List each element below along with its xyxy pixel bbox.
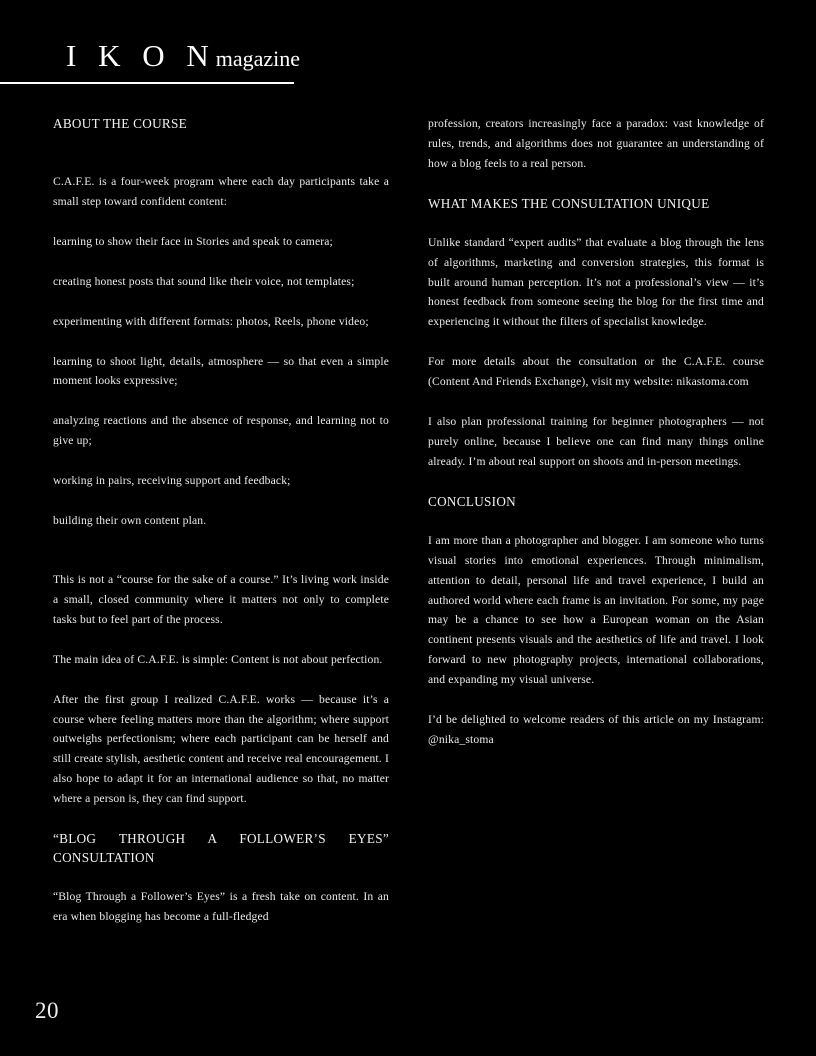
spacer bbox=[53, 391, 389, 411]
spacer bbox=[53, 670, 389, 690]
masthead bbox=[0, 38, 301, 84]
left-column bbox=[53, 114, 389, 927]
paragraph-point-3: experimenting with different formats: photos, Reels, phone video; bbox=[53, 314, 369, 328]
spacer bbox=[53, 491, 389, 511]
paragraph-point-1: learning to show their face in Stories and speak to camera; bbox=[53, 234, 333, 248]
heading-conclusion: CONCLUSION bbox=[428, 493, 516, 509]
paragraph-after-first-group: After the first group I realized C.A.F.E. works — because it’s a course where feeling matters more than the algorithm; where support outweighs perfectionism; where each participant can be herself and still create stylish, aesthetic content and receive real encouragement. I also hope to adapt it for an international audience so that, no matter where a person is, they can find support. bbox=[53, 692, 389, 806]
right-column bbox=[428, 114, 764, 927]
spacer bbox=[428, 511, 764, 531]
paragraph-point-2: creating honest posts that sound like their voice, not templates; bbox=[53, 274, 355, 288]
heading-what-makes-unique: WHAT MAKES THE CONSULTATION UNIQUE bbox=[428, 195, 710, 211]
spacer bbox=[53, 292, 389, 312]
paragraph-unlike-audits: Unlike standard “expert audits” that evaluate a blog through the lens of algorithms, marketing and conversion strategies, this format is built around human perception. It’s not a professional’s view — it’s honest feedback from someone seeing the blog for the first time and experiencing it without the filters of specialist knowledge. bbox=[428, 235, 764, 329]
spacer bbox=[53, 252, 389, 272]
spacer bbox=[53, 809, 389, 829]
spacer bbox=[53, 212, 389, 232]
spacer bbox=[53, 332, 389, 352]
paragraph-point-4: learning to shoot light, details, atmosphere — so that even a simple moment looks expressive; bbox=[53, 354, 389, 388]
paragraph-intro: C.A.F.E. is a four-week program where each day participants take a small step toward confident content: bbox=[53, 175, 389, 208]
spacer bbox=[428, 213, 764, 233]
paragraph-paradox: profession, creators increasingly face a paradox: vast knowledge of rules, trends, and algorithms does not guarantee an understanding of how a blog feels to a real person. bbox=[428, 117, 764, 170]
heading-about-the-course: ABOUT THE COURSE bbox=[53, 116, 188, 131]
paragraph-training: I also plan professional training for beginner photographers — not purely online, because I believe one can find many things online already. I’m about real support on shoots and in-person meetings. bbox=[428, 415, 764, 468]
spacer bbox=[53, 451, 389, 471]
masthead-brand: I K O N bbox=[66, 38, 216, 73]
spacer bbox=[53, 531, 389, 570]
paragraph-fresh-take: “Blog Through a Follower’s Eyes” is a fresh take on content. In an era when blogging has become a full-fledged bbox=[53, 890, 389, 923]
spacer bbox=[428, 174, 764, 194]
paragraph-more-details: For more details about the consultation or the C.A.F.E. course (Content And Friends Exchange), visit my website: nikastoma.com bbox=[428, 355, 764, 389]
article-columns bbox=[53, 114, 763, 927]
paragraph-conclusion: I am more than a photographer and blogger. I am someone who turns visual stories into emotional experiences. Through minimalism, attention to detail, personal life and travel experience, I build an authored world where each frame is an invitation. For some, my page may be a chance to see how a European woman on the Asian continent presents visuals and the aesthetics of life and travel. I look forward to new photography projects, international collaborations, and expanding my visual universe. bbox=[428, 533, 764, 687]
page-number: 20 bbox=[35, 998, 59, 1023]
heading-consultation-line-1: “BLOG THROUGH A FOLLOWER’S EYES” bbox=[53, 831, 389, 847]
paragraph-point-7: building their own content plan. bbox=[53, 514, 207, 528]
spacer bbox=[53, 867, 389, 887]
spacer bbox=[53, 133, 389, 172]
masthead-suffix: magazine bbox=[215, 46, 301, 71]
spacer bbox=[428, 690, 764, 710]
spacer bbox=[428, 392, 764, 412]
paragraph-instagram: I’d be delighted to welcome readers of this article on my Instagram: @nika_stoma bbox=[428, 713, 764, 746]
spacer bbox=[428, 472, 764, 492]
masthead-divider bbox=[0, 82, 294, 84]
spacer bbox=[53, 630, 389, 650]
paragraph-not-a-course: This is not a “course for the sake of a course.” It’s living work inside a small, closed community where it matters not only to complete tasks but to feel part of the process. bbox=[53, 572, 389, 626]
paragraph-point-5: analyzing reactions and the absence of response, and learning not to give up; bbox=[53, 414, 389, 448]
paragraph-point-6: working in pairs, receiving support and feedback; bbox=[53, 474, 291, 488]
spacer bbox=[428, 332, 764, 352]
heading-consultation-line-2: CONSULTATION bbox=[53, 850, 155, 866]
masthead-title bbox=[0, 38, 301, 73]
paragraph-main-idea: The main idea of C.A.F.E. is simple: Content is not about perfection. bbox=[53, 652, 383, 666]
